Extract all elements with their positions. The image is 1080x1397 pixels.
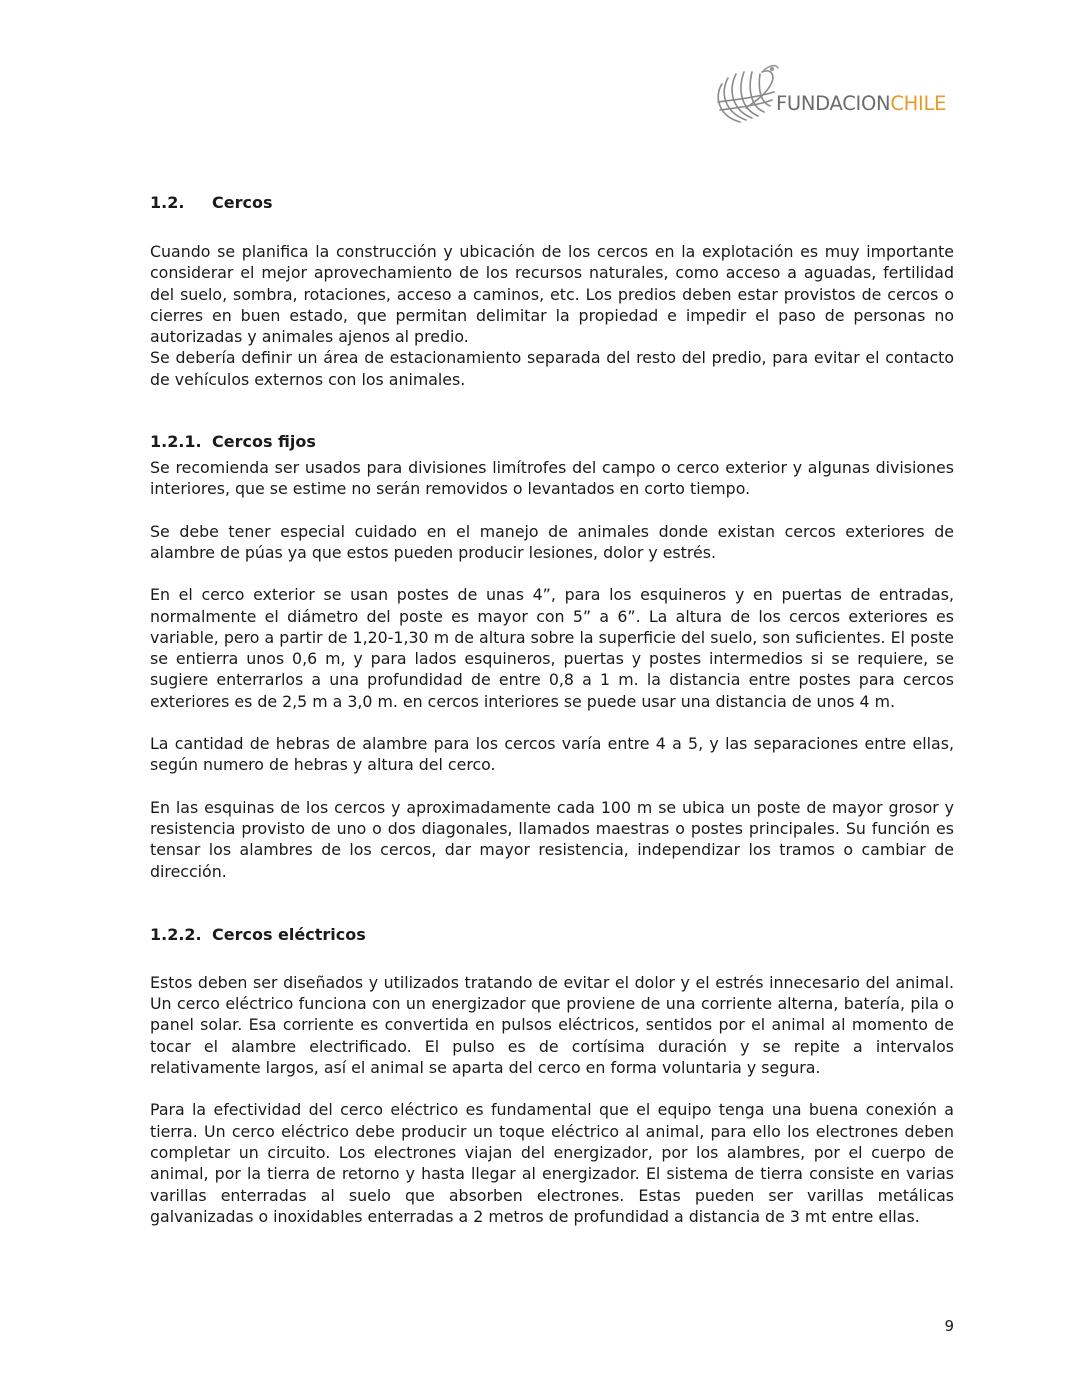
paragraph: Estos deben ser diseñados y utilizados tratando de evitar el dolor y el estrés innecesario del animal. Un cerco eléctrico funciona con un energizador que proviene de una corriente alterna, batería, pila o panel solar. Esa corriente es convertida en pulsos eléctricos, sentidos por el animal al momento de tocar el alambre electrificado. El pulso es de cortísima duración y se repite a intervalos relativamente largos, así el animal se aparta del cerco en forma voluntaria y segura. <box>150 972 954 1078</box>
section-heading-1-2 <box>150 192 954 214</box>
logo-wordmark <box>776 92 946 115</box>
paragraph: En el cerco exterior se usan postes de unas 4”, para los esquineros y en puertas de entradas, normalmente el diámetro del poste es mayor con 5” a 6”. La altura de los cercos exteriores es variable, pero a partir de 1,20-1,30 m de altura sobre la superficie del suelo, son suficientes. El poste se entierra unos 0,6 m, y para lados esquineros, puertas y postes intermedios si se requiere, se sugiere enterrarlos a una profundidad de entre 0,8 a 1 m. la distancia entre postes para cercos exteriores es de 2,5 m a 3,0 m. en cercos interiores se puede usar una distancia de unos 4 m. <box>150 585 954 711</box>
paragraph: Se debe tener especial cuidado en el manejo de animales donde existan cercos exteriores de alambre de púas ya que estos pueden producir lesiones, dolor y estrés. <box>150 521 954 562</box>
paragraph: Se recomienda ser usados para divisiones limítrofes del campo o cerco exterior y algunas divisiones interiores, que se estime no serán removidos o levantados en corto tiempo. <box>150 458 954 499</box>
section-heading-1-2-2 <box>150 924 954 946</box>
fundacion-chile-logo <box>712 62 962 132</box>
section-title: Cercos <box>212 193 273 212</box>
section-number: 1.2.1. <box>150 432 202 452</box>
section-heading-1-2-1 <box>150 431 954 453</box>
logo-text-chile: CHILE <box>890 92 947 115</box>
paragraph: La cantidad de hebras de alambre para los cercos varía entre 4 a 5, y las separaciones entre ellas, según numero de hebras y altura del cerco. <box>150 734 954 775</box>
globe-logo-icon <box>712 62 782 130</box>
section-title: Cercos eléctricos <box>212 924 366 944</box>
page-number: 9 <box>944 1317 954 1335</box>
paragraph: Cuando se planifica la construcción y ubicación de los cercos en la explotación es muy importante considerar el mejor aprovechamiento de los recursos naturales, como acceso a aguadas, fertilidad del suelo, sombra, rotaciones, acceso a caminos, etc. Los predios deben estar provistos de cercos o cierres en buen estado, que permitan delimitar la propiedad e impedir el paso de personas no autorizadas y animales ajenos al predio. <box>150 242 954 347</box>
paragraph: Se debería definir un área de estacionamiento separada del resto del predio, para evitar el contacto de vehículos externos con los animales. <box>150 348 954 389</box>
section-number: 1.2.2. <box>150 924 202 944</box>
paragraph: Para la efectividad del cerco eléctrico es fundamental que el equipo tenga una buena conexión a tierra. Un cerco eléctrico debe producir un toque eléctrico al animal, para ello los electrones deben completar un circuito. Los electrones viajan del energizador, por los alambres, por el cuerpo de animal, por la tierra de retorno y hasta llegar al energizador. El sistema de tierra consiste en varias varillas enterradas al suelo que absorben electrones. Estas pueden ser varillas metálicas galvanizadas o inoxidables enterradas a 2 metros de profundidad a distancia de 3 mt entre ellas. <box>150 1100 954 1226</box>
section-number: 1.2. <box>150 193 185 212</box>
logo-text-fundacion: FUNDACION <box>776 92 891 115</box>
section-title: Cercos fijos <box>212 432 316 452</box>
document-body <box>150 192 954 1227</box>
paragraph: En las esquinas de los cercos y aproximadamente cada 100 m se ubica un poste de mayor grosor y resistencia provisto de uno o dos diagonales, llamados maestras o postes principales. Su función es tensar los alambres de los cercos, dar mayor resistencia, independizar los tramos o cambiar de dirección. <box>150 797 954 881</box>
